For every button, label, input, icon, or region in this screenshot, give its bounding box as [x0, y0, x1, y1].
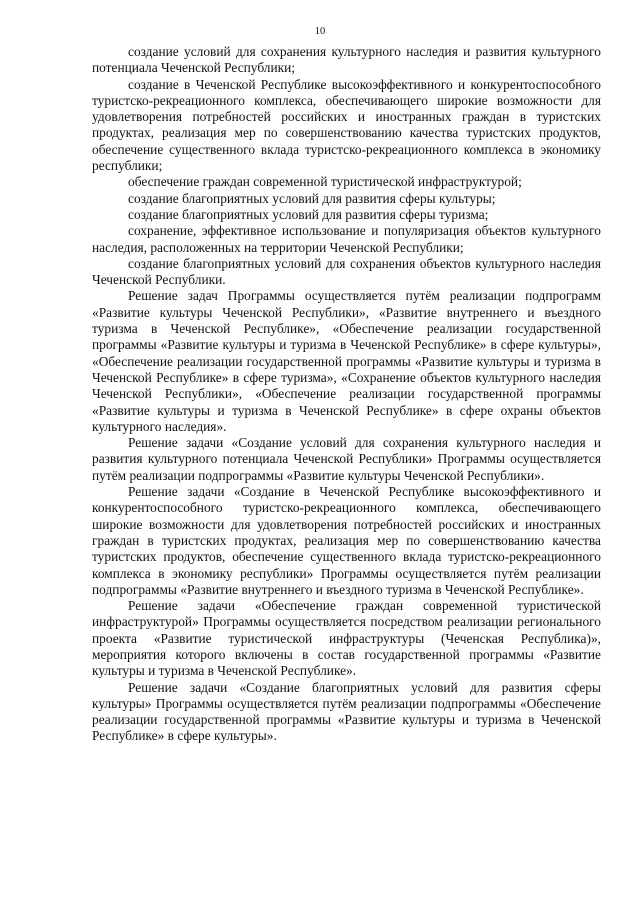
paragraph: Решение задач Программы осуществляется путём реализации подпрограмм «Развитие культуры Чеченской Республики», «Развитие внутреннего и въездного туризма в Чеченской Республике», «Обеспечение реализации государственной программы «Развитие культуры и туризма в Чеченской Республике» в сфере культуры», «Обеспечение реализации государственной программы «Развитие культуры и туризма в Чеченской Республике» в сфере туризма», «Сохранение объектов культурного наследия Чеченской Республики», «Обеспечение реализации государственной программы «Развитие культуры и туризма в Чеченской Республике» в сфере охраны объектов культурного наследия».: [92, 288, 601, 434]
paragraph: создание в Чеченской Республике высокоэффективного и конкурентоспособного туристско-рекреационного комплекса, обеспечивающего широкие возможности для удовлетворения потребностей российских и иностранных граждан в туристских продуктах, реализация мер по совершенствованию качества туристских продуктов, обеспечение существенного вклада туристско-рекреационного комплекса в экономику республики;: [92, 76, 601, 174]
paragraph: создание благоприятных условий для развития сферы туризма;: [128, 206, 489, 222]
paragraph: создание условий для сохранения культурного наследия и развития культурного потенциала Чеченской Республики;: [92, 44, 601, 76]
paragraph: сохранение, эффективное использование и популяризация объектов культурного наследия, расположенных на территории Чеченской Республики;: [92, 223, 601, 255]
document-body: [92, 44, 601, 745]
paragraph: Решение задачи «Создание условий для сохранения культурного наследия и развития культурного потенциала Чеченской Республики» Программы осуществляется путём реализации подпрограммы «Развитие культуры Чеченской Республики».: [92, 435, 601, 483]
paragraph: Решение задачи «Обеспечение граждан современной туристической инфраструктурой» Программы осуществляется посредством реализации регионального проекта «Развитие туристической инфраструктуры (Чеченская Республика)», мероприятия которого включены в состав государственной программы «Развитие культуры и туризма в Чеченской Республике».: [92, 598, 601, 679]
paragraph: создание благоприятных условий для сохранения объектов культурного наследия Чеченской Республики.: [92, 255, 601, 288]
paragraph: создание благоприятных условий для развития сферы культуры;: [128, 190, 496, 206]
paragraph: обеспечение граждан современной туристической инфраструктурой;: [128, 174, 522, 190]
paragraph: Решение задачи «Создание в Чеченской Республике высокоэффективного и конкурентоспособного туристско-рекреационного комплекса, обеспечивающего широкие возможности для удовлетворения потребностей российских и иностранных граждан в туристских продуктах, реализация мер по совершенствованию качества туристских продуктов, обеспечение существенного вклада туристско-рекреационного комплекса в экономику республики» Программы осуществляется путём реализации подпрограммы «Развитие внутреннего и въездного туризма в Чеченской Республике».: [92, 484, 601, 597]
paragraph: Решение задачи «Создание благоприятных условий для развития сферы культуры» Программы осуществляется путём реализации подпрограммы «Обеспечение реализации государственной программы «Развитие культуры и туризма в Чеченской Республике» в сфере культуры».: [92, 679, 601, 744]
page-number: 10: [314, 26, 326, 37]
